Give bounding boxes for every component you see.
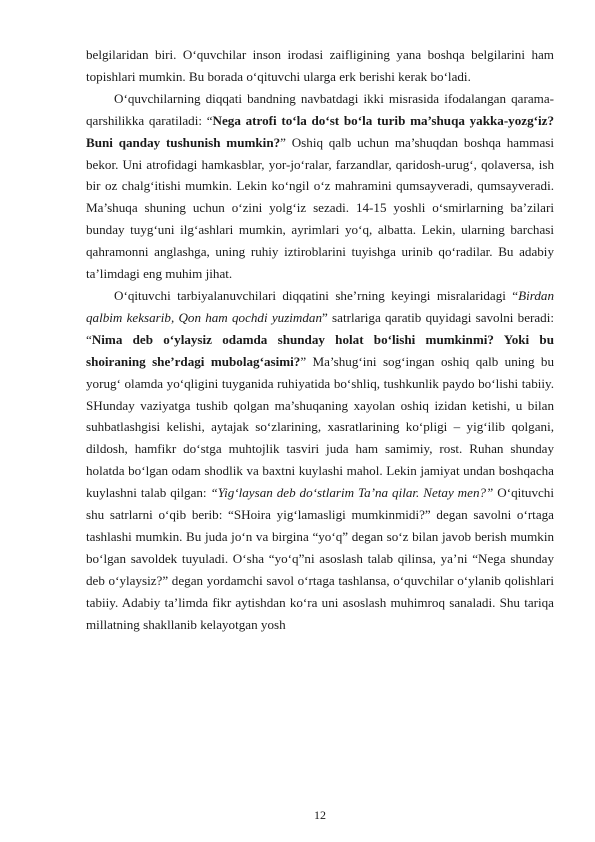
paragraph-2-text-2: ” Oshiq qalb uchun ma’shuqdan boshqa hammasi bekor. Uni atrofidagi hamkasblar, yor-jo‘ralar, farzandlar, qaridosh-urug‘, qolaversa, ish bir oz chalg‘itishi mumkin. Lekin ko‘ngil o‘z mahramini qumsayveradi, qumsayveradi. Ma’shuqa shuning uchun o‘zini yolg‘iz sezadi. 14-15 yoshli o‘smirlarning ba’zilari bunday tuyg‘uni ilg‘ashlari mumkin, ayrimlari yo‘q, albatta. Lekin, ularning barchasi qahramonni anglashga, uning ruhiy iztiroblarini tuyishga urinib qo‘radilar. Bu adabiy ta’limdagi eng muhim jihat. [86,134,554,282]
paragraph-3-text-3: ” Ma’shug‘ini sog‘ingan oshiq qalb uning bu yorug‘ olamda yo‘qligini tuyganida ruhiyatida bo‘shliq, tushkunlik paydo bo‘lishi tabiiy. SHunday vaziyatga tushib qolgan ma’shuqaning xayolan oshiq izidan ketishi, u bilan suhbatlashgisi kelishi, aytajak so‘zlarining, xasratlarining ko‘pligi – yig‘ilib qolgani, dildosh, hamfikr do‘stga muhtojlik tasviri juda ham samimiy, rost. Ruhan shunday holatda bo‘lgan odam shodlik va baxtni kuylashi mahol. Lekin jamiyat undan boshqacha kuylashni talab qilgan: [86,353,554,501]
paragraph-3-quote-italic: Birdan qalbim keksarib, Qon ham qochdi yuzimdan [86,287,554,325]
paragraph-3-quote-italic-2: “Yig‘laysan deb do‘stlarim Ta’na qilar. Netay men?” [210,485,494,501]
paragraph-1-text: belgilaridan biri. O‘quvchilar inson irodasi zaifligining yana boshqa belgilarini ham topishlari mumkin. Bu borada o‘qituvchi ularga erk berishi kerak bo‘ladi. [86,47,554,84]
paragraph-2-question-bold: Nega atrofi to‘la do‘st bo‘la turib ma’shuqa yakka-yozg‘iz? Buni qanday tushunish mumkin? [86,112,554,150]
page-body [86,44,554,635]
paragraph-3-question-bold: Nima deb o‘ylaysiz odamda shunday holat bo‘lishi mumkinmi? Yoki bu shoiraning she’rdagi mubolag‘asimi? [86,331,554,369]
paragraph-2 [86,88,554,285]
paragraph-2-text-1: O‘quvchilarning diqqati bandning navbatdagi ikki misrasida ifodalangan qarama-qarshilikka qaratiladi: “ [86,90,554,128]
paragraph-3-text-1: O‘qituvchi tarbiyalanuvchilari diqqatini she’rning keyingi misralaridagi “ [114,287,519,303]
paragraph-3-text-2: ” satrlariga qaratib quyidagi savolni beradi: “ [86,309,554,347]
paragraph-3-text-4: O‘qituvchi shu satrlarni o‘qib berib: “SHoira yig‘lamasligi mumkinmidi?” degan savolni o‘rtaga tashlashi mumkin. Bu juda jo‘n va birgina “yo‘q” degan so‘z bilan javob berish mumkin bo‘lgan savoldek tuyuladi. O‘sha “yo‘q”ni asoslash talab qilinsa, ya’ni “Nega shunday deb o‘ylaysiz?” degan yordamchi savol o‘rtaga tashlansa, o‘quvchilar o‘ylanib qolishlari tabiiy. Adabiy ta’limda fikr aytishdan ko‘ra uni asoslash muhimroq sanaladi. Shu tariqa millatning shakllanib kelayotgan yosh [86,485,554,632]
paragraph-3 [86,285,554,636]
paragraph-1 [86,44,554,88]
page-number: 12 [314,808,326,822]
